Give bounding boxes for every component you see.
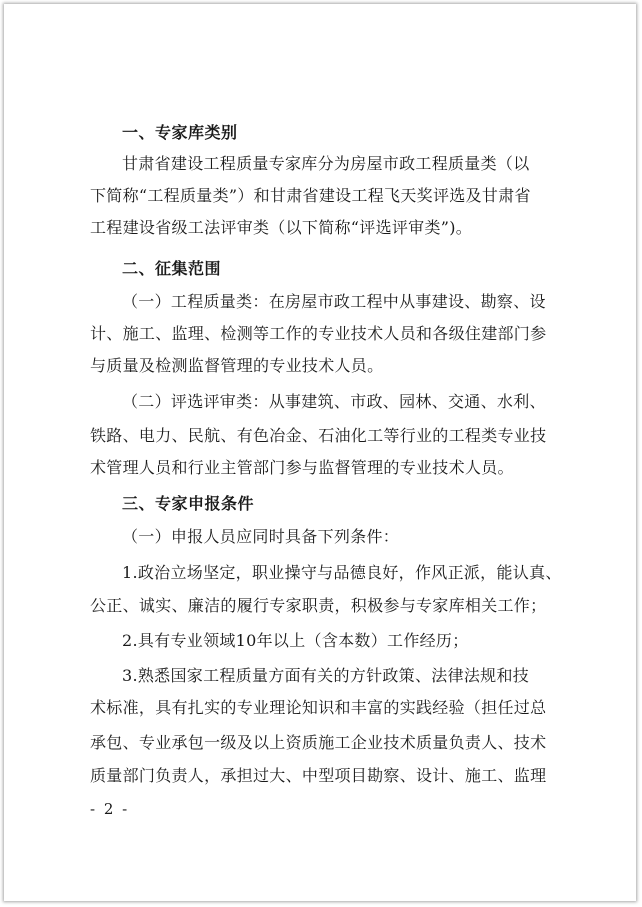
paragraph-line: 工程建设省级工法评审类（以下简称“评选评审类”)。 <box>90 218 473 237</box>
paragraph-line: （一）工程质量类：在房屋市政工程中从事建设、勘察、设 <box>122 292 546 311</box>
paragraph-line: 公正、诚实、廉洁的履行专家职责，积极参与专家库相关工作； <box>90 596 547 615</box>
page-number: - 2 - <box>90 800 130 818</box>
paragraph-line: 2.具有专业领域10年以上（含本数）工作经历； <box>122 631 469 650</box>
section-heading-collection-scope: 二、征集范围 <box>122 259 222 278</box>
section-heading-application-conditions: 三、专家申报条件 <box>122 494 255 513</box>
paragraph-line: 铁路、电力、民航、有色冶金、石油化工等行业的工程类专业技 <box>90 426 547 445</box>
paragraph-line: 计、施工、监理、检测等工作的专业技术人员和各级住建部门参 <box>90 324 547 343</box>
paragraph-line: 术标准，具有扎实的专业理论知识和丰富的实践经验（担任过总 <box>90 698 547 717</box>
document-page <box>4 4 636 901</box>
paragraph-line: 承包、专业承包一级及以上资质施工企业技术质量负责人、技术 <box>90 733 547 752</box>
paragraph-line: 术管理人员和行业主管部门参与监督管理的专业技术人员。 <box>90 458 514 477</box>
paragraph-line: 质量部门负责人，承担过大、中型项目勘察、设计、施工、监理 <box>90 766 547 785</box>
paragraph-line: （二）评选评审类：从事建筑、市政、园林、交通、水利、 <box>122 392 546 411</box>
paragraph-line: 1.政治立场坚定，职业操守与品德良好，作风正派，能认真、 <box>122 563 562 582</box>
section-heading-expert-categories: 一、专家库类别 <box>122 123 238 142</box>
paragraph-line: 与质量及检测监督管理的专业技术人员。 <box>90 356 384 375</box>
paragraph-line: 下简称“工程质量类”）和甘肃省建设工程飞天奖评选及甘肃省 <box>90 186 531 205</box>
paragraph-line: （一）申报人员应同时具备下列条件： <box>122 527 400 546</box>
paragraph-line: 甘肃省建设工程质量专家库分为房屋市政工程质量类（以 <box>122 154 530 173</box>
paragraph-line: 3.熟悉国家工程质量方面有关的方针政策、法律法规和技 <box>122 666 530 685</box>
